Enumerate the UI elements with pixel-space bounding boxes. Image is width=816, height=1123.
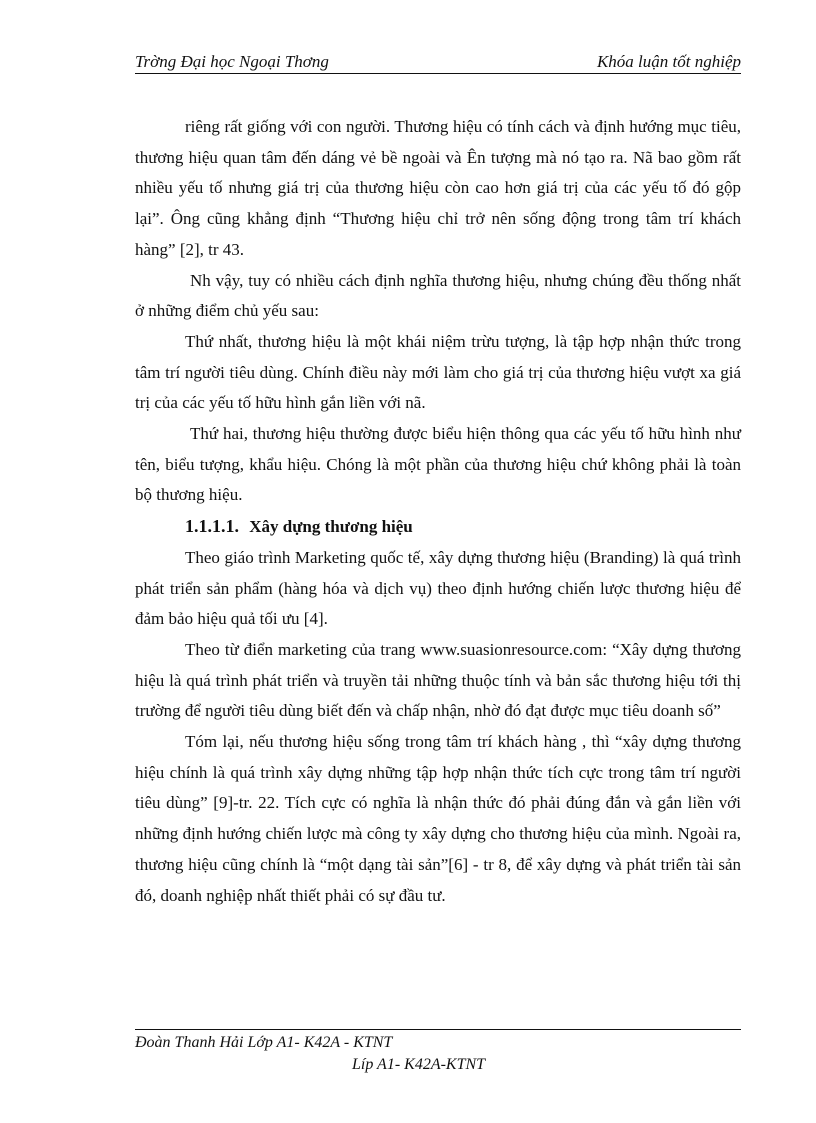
paragraph: Theo từ điển marketing của trang www.suasionresource.com: “Xây dựng thương hiệu là quá trình phát triển và truyền tải những thuộc tính và bản sắc thương hiệu tới thị trường để người tiêu dùng biết đến và chấp nhận, nhờ đó đạt được mục tiêu doanh số” bbox=[135, 639, 741, 721]
section-number: 1.1.1.1. bbox=[185, 516, 239, 537]
paragraph: Nh vậy, tuy có nhiều cách định nghĩa thương hiệu, nhưng chúng đều thống nhất ở những điểm chủ yếu sau: bbox=[135, 270, 741, 321]
body-text bbox=[135, 112, 741, 911]
paragraph: Theo giáo trình Marketing quốc tế, xây dựng thương hiệu (Branding) là quá trình phát triển sản phẩm (hàng hóa và dịch vụ) theo định hướng chiến lược thương hiệu để đảm bảo hiệu quả tối ưu [4]. bbox=[135, 547, 741, 629]
paragraph: Thứ hai, thương hiệu thường được biểu hiện thông qua các yếu tố hữu hình như tên, biểu tượng, khẩu hiệu. Chóng là một phần của thương hiệu chứ không phải là toàn bộ thương hiệu. bbox=[135, 424, 741, 505]
header-doc-type: Khóa luận tốt nghiệp bbox=[596, 52, 741, 71]
page-header bbox=[135, 52, 741, 74]
section-heading bbox=[185, 511, 741, 543]
footer-author: Đoàn Thanh Hải Lớp A1- K42A - KTNT bbox=[135, 1034, 393, 1051]
paragraph: Tóm lại, nếu thương hiệu sống trong tâm trí khách hàng , thì “xây dựng thương hiệu chính là quá trình xây dựng những tập hợp nhận thức tích cực trong tâm trí người tiêu dùng” [9]-tr. 22. Tích cực có nghĩa là nhận thức đó phải đúng đắn và gắn liền với những định hướng chiến lược mà công ty xây dựng cho thương hiệu của mình. Ngoài ra, thương hiệu cũng chính là “một dạng tài sản”[6] - tr 8, để xây dựng và phát triển tài sản đó, doanh nghiệp nhất thiết phải có sự đầu tư. bbox=[135, 732, 741, 905]
paragraph: Thứ nhất, thương hiệu là một khái niệm trừu tượng, là tập hợp nhận thức trong tâm trí người tiêu dùng. Chính điều này mới làm cho giá trị của thương hiệu vượt xa giá trị của các yếu tố hữu hình gắn liền với nã. bbox=[135, 331, 741, 413]
header-school: Trờng Đại học Ngoại Thơng bbox=[135, 52, 329, 71]
paragraph: riêng rất giống với con người. Thương hiệu có tính cách và định hướng mục tiêu, thương hiệu quan tâm đến dáng vẻ bề ngoài và Ên tượng mà nó tạo ra. Nã bao gồm rất nhiều yếu tố nhưng giá trị của thương hiệu còn cao hơn giá trị của các yếu tố đó gộp lại”. Ông cũng khẳng định “Thương hiệu chỉ trở nên sống động trong tâm trí khách hàng” [2], tr 43. bbox=[135, 117, 741, 259]
header-rule bbox=[135, 73, 741, 74]
footer-class: Líp A1- K42A-KTNT bbox=[352, 1056, 486, 1073]
section-title: Xây dựng thương hiệu bbox=[249, 517, 413, 537]
footer-rule bbox=[135, 1029, 741, 1030]
